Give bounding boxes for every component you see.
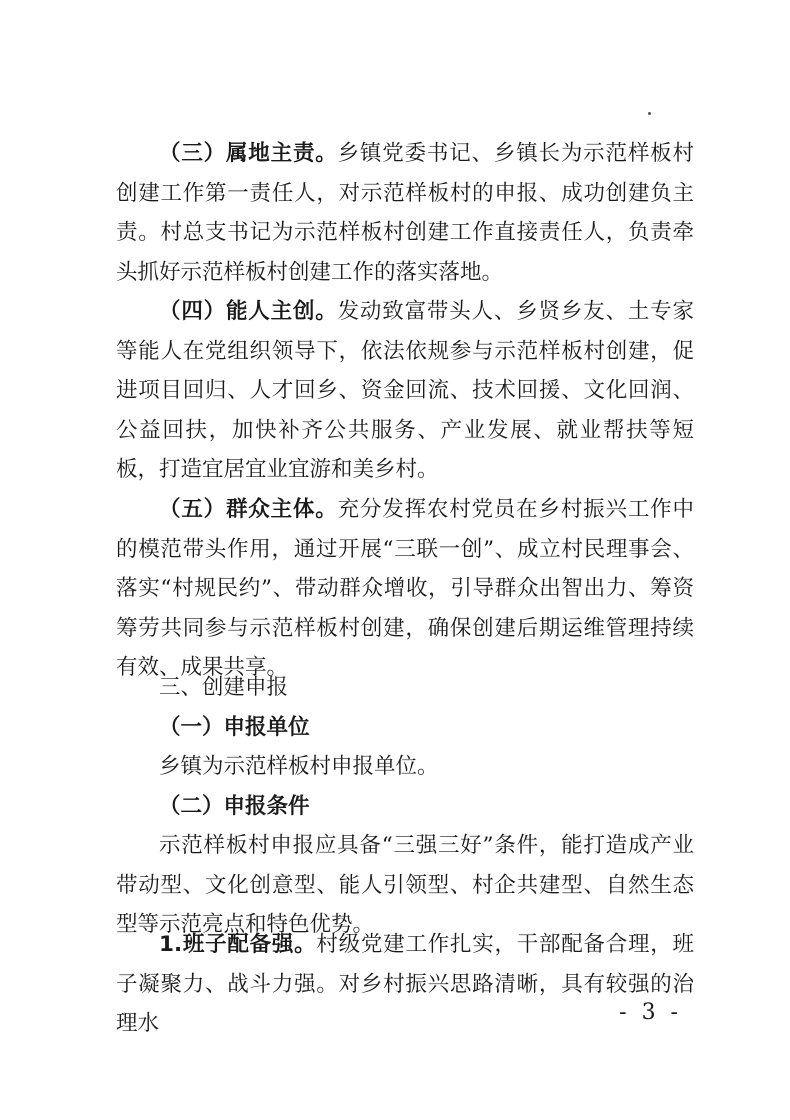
part-3-heading: 三、创建申报: [159, 675, 289, 700]
paragraph-item-1: [116, 925, 694, 1044]
section-3-label: （三）属地主责。: [159, 141, 338, 166]
paragraph-section-5: [116, 490, 694, 688]
sub-1-heading: （一）申报单位: [159, 715, 310, 740]
paragraph-section-4: [116, 292, 694, 490]
section-5-label: （五）群众主体。: [159, 497, 338, 522]
sub-1-text: 乡镇为示范样板村申报单位。: [159, 754, 439, 779]
page-number: - 3 -: [619, 1000, 682, 1025]
section-5-text: 充分发挥农村党员在乡村振兴工作中的模范带头作用，通过开展“三联一创”、成立村民理事会、落实“村规民约”、带动群众增收，引导群众出智出力、筹资筹劳共同参与示范样板村创建，确保创建后期运维管理持续有效、成果共享。: [116, 497, 694, 680]
section-4-label: （四）能人主创。: [159, 299, 338, 324]
item-1-label: 1.班子配备强。: [159, 932, 317, 957]
section-3-text: 乡镇党委书记、乡镇长为示范样板村创建工作第一责任人，对示范样板村的申报、成功创建负主责。村总支书记为示范样板村创建工作直接责任人，负责牵头抓好示范样板村创建工作的落实落地。: [116, 141, 694, 285]
scan-speck: [648, 112, 651, 115]
sub-2-text: 示范样板村申报应具备“三强三好”条件，能打造成产业带动型、文化创意型、能人引领型、村企共建型、自然生态型等示范亮点和特色优势。: [116, 833, 694, 937]
paragraph-section-3: [116, 134, 694, 292]
sub-2-heading: （二）申报条件: [159, 794, 310, 819]
section-4-text: 发动致富带头人、乡贤乡友、土专家等能人在党组织领导下，依法依规参与示范样板村创建，促进项目回归、人才回乡、资金回流、技术回援、文化回润、公益回扶，加快补齐公共服务、产业发展、就业帮扶等短板，打造宜居宜业宜游和美乡村。: [116, 299, 694, 482]
item-1-text: 村级党建工作扎实，干部配备合理，班子凝聚力、战斗力强。对乡村振兴思路清晰，具有较强的治理水: [116, 932, 694, 1036]
